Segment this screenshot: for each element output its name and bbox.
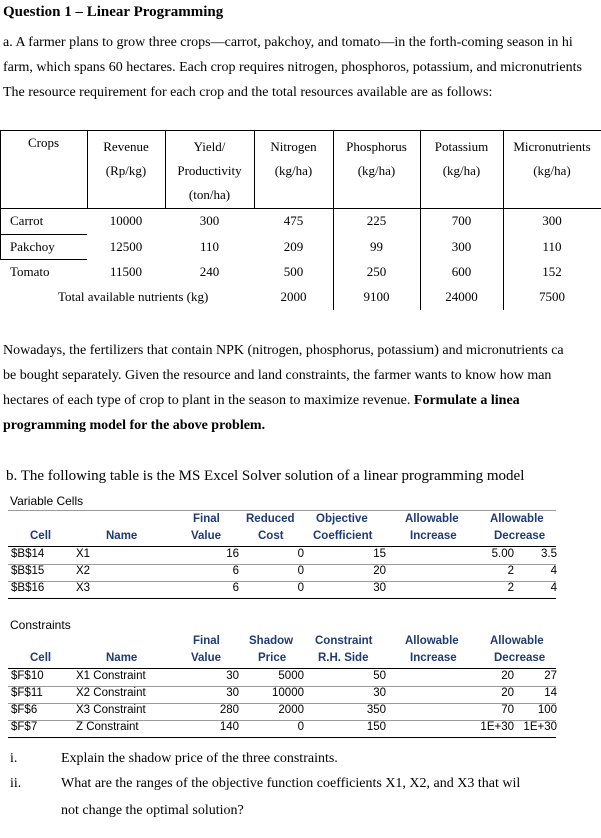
- header-potassium: Potassium (kg/ha): [434, 139, 489, 178]
- question-ii-text: What are the ranges of the objective function coefficients X1, X2, and X3 that wil: [61, 776, 521, 791]
- header-crops: Crops: [27, 135, 60, 150]
- question-ii-text-2: not change the optimal solution?: [61, 803, 244, 818]
- part-a-intro-line-3: The resource requirement for each crop and the total resources available are as follows:: [3, 85, 493, 100]
- constraints-label: Constraints: [10, 618, 71, 632]
- header-nitrogen: Nitrogen (kg/ha): [270, 139, 317, 178]
- part-a-para-line-2: be bought separately. Given the resource and land constraints, the farmer wants to know how man: [3, 368, 552, 383]
- part-a-intro-line-2: farm, which spans 60 hectares. Each crop requires nitrogen, phosphoros, potassium, and micronutrients: [3, 60, 582, 75]
- question-i-text: Explain the shadow price of the three constraints.: [61, 751, 338, 766]
- header-yield: Yield/ Productivity (ton/ha): [177, 139, 242, 202]
- question-i-number: i.: [10, 751, 18, 766]
- question-title: Question 1 – Linear Programming: [3, 4, 224, 20]
- question-ii-number: ii.: [10, 776, 22, 791]
- part-a-para-line-4: programming model for the above problem.: [3, 418, 266, 433]
- part-a-intro-line-1: a. A farmer plans to grow three crops—carrot, pakchoy, and tomato—in the forth-coming season in hi: [3, 35, 573, 50]
- part-a-para-line-1: Nowadays, the fertilizers that contain NPK (nitrogen, phosphorus, potassium) and micronutrients ca: [3, 343, 564, 358]
- part-a-para-line-3: hectares of each type of crop to plant in the season to maximize revenue. Formulate a linea: [3, 393, 520, 408]
- part-b-intro: b. The following table is the MS Excel Solver solution of a linear programming model: [6, 468, 525, 484]
- header-phosphorus: Phosphorus (kg/ha): [346, 139, 407, 178]
- variable-cells-label: Variable Cells: [10, 494, 84, 508]
- header-micronutrients: Micronutrients (kg/ha): [513, 139, 591, 178]
- header-revenue: Revenue (Rp/kg): [103, 139, 149, 178]
- crops-resource-table: Crops Revenue (Rp/kg) Yield/ Productivity (ton/ha) Nitrogen (kg/ha) Phosphorus (kg/ha) Potassium (kg/ha) Micronutrients (kg/ha) Carrot 10000 300 475 225 700 300 Pakchoy 12500 110 209 99 300 110 Tomato 11500 240 500 250 600 152 Total available nutrients (kg) 2000 9100 24000 7500: [0, 130, 601, 310]
